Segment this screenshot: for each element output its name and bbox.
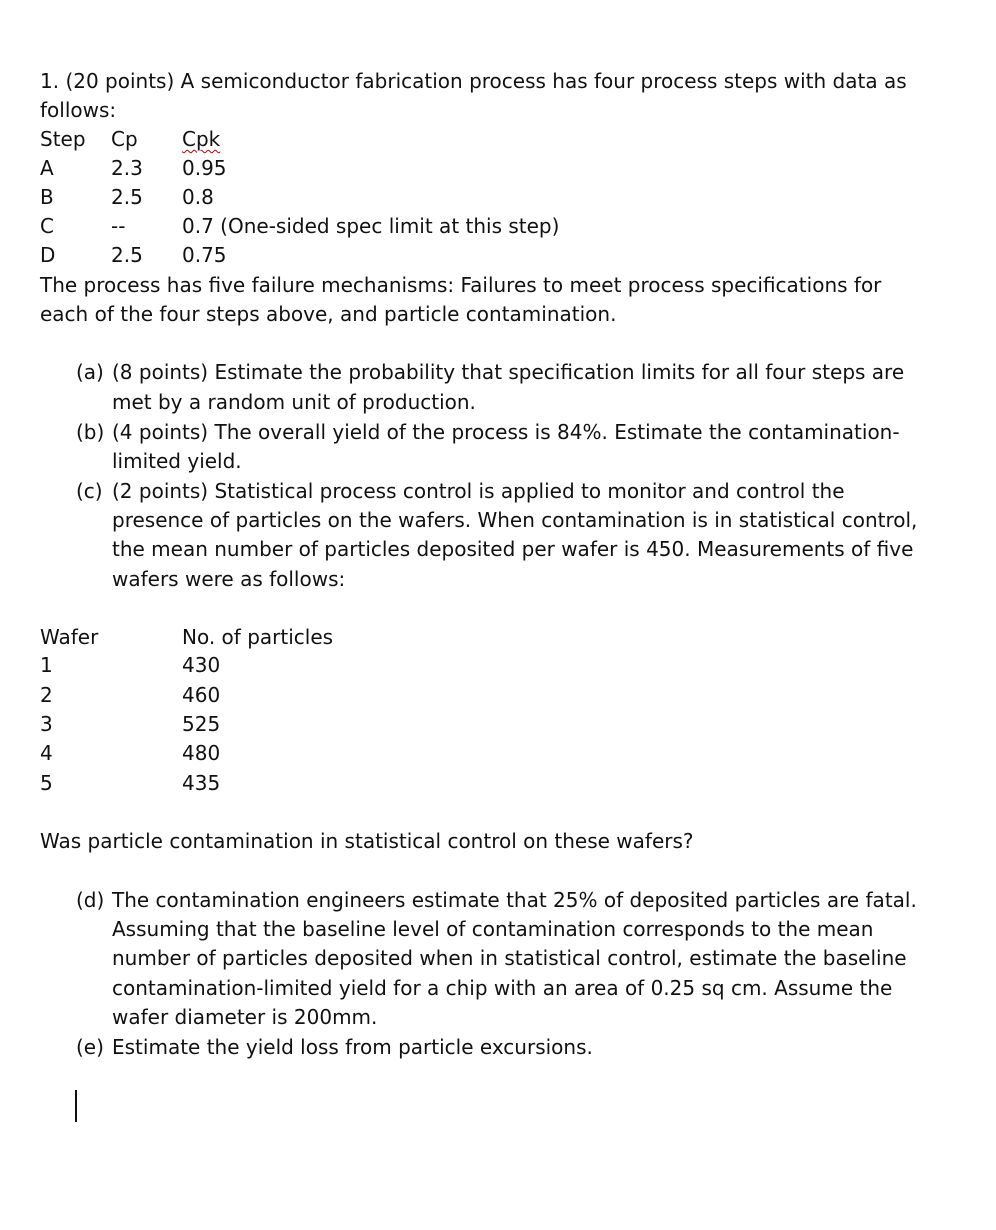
steps-row-c-step: C (40, 214, 54, 238)
steps-row-d-cp: 2.5 (111, 243, 143, 267)
control-question: Was particle contamination in statistical control on these wafers? (40, 829, 694, 853)
part-c-line-3: the mean number of particles deposited per wafer is 450. Measurements of five (112, 537, 914, 561)
text-cursor (75, 1090, 77, 1122)
steps-header-step: Step (40, 127, 86, 151)
wafer-row-4-particles: 480 (182, 741, 221, 765)
steps-row-a-cp: 2.3 (111, 156, 143, 180)
part-b-label: (b) (76, 420, 105, 444)
steps-row-b-cpk: 0.8 (182, 185, 214, 209)
steps-row-a-step: A (40, 156, 54, 180)
part-e-line-1: Estimate the yield loss from particle excursions. (112, 1035, 593, 1059)
part-c-line-1: (2 points) Statistical process control is applied to monitor and control the (112, 479, 845, 503)
wafer-row-1-id: 1 (40, 653, 53, 677)
part-a-label: (a) (76, 360, 104, 384)
part-c-line-2: presence of particles on the wafers. When contamination is in statistical control, (112, 508, 918, 532)
steps-header-cp: Cp (111, 127, 138, 151)
wafer-row-3-id: 3 (40, 712, 53, 736)
part-c-line-4: wafers were as follows: (112, 567, 346, 591)
wafer-row-2-particles: 460 (182, 683, 221, 707)
question-intro-line-1: 1. (20 points) A semiconductor fabrication process has four process steps with data as (40, 69, 907, 93)
wafer-row-5-id: 5 (40, 771, 53, 795)
part-c-label: (c) (76, 479, 103, 503)
part-d-line-2: Assuming that the baseline level of contamination corresponds to the mean (112, 917, 874, 941)
part-d-line-5: wafer diameter is 200mm. (112, 1005, 378, 1029)
part-a-line-1: (8 points) Estimate the probability that specification limits for all four steps are (112, 360, 905, 384)
steps-row-b-step: B (40, 185, 54, 209)
part-d-label: (d) (76, 888, 105, 912)
steps-row-a-cpk: 0.95 (182, 156, 227, 180)
steps-row-d-step: D (40, 243, 56, 267)
wafer-row-5-particles: 435 (182, 771, 221, 795)
wafer-header: Wafer (40, 625, 99, 649)
question-intro-line-2: follows: (40, 98, 117, 122)
steps-row-c-cp: -- (111, 214, 126, 238)
steps-header-cpk: Cpk (182, 127, 221, 151)
steps-row-c-cpk: 0.7 (One-sided spec limit at this step) (182, 214, 560, 238)
part-d-line-1: The contamination engineers estimate that 25% of deposited particles are fatal. (112, 888, 917, 912)
part-e-label: (e) (76, 1035, 104, 1059)
steps-row-d-cpk: 0.75 (182, 243, 227, 267)
wafer-row-4-id: 4 (40, 741, 53, 765)
part-b-line-2: limited yield. (112, 449, 242, 473)
particles-header: No. of particles (182, 625, 334, 649)
mechanisms-line-1: The process has five failure mechanisms: Failures to meet process specifications for (40, 273, 882, 297)
part-b-line-1: (4 points) The overall yield of the process is 84%. Estimate the contamination- (112, 420, 900, 444)
part-a-line-2: met by a random unit of production. (112, 390, 476, 414)
steps-row-b-cp: 2.5 (111, 185, 143, 209)
wafer-row-3-particles: 525 (182, 712, 221, 736)
wafer-row-1-particles: 430 (182, 653, 221, 677)
wafer-row-2-id: 2 (40, 683, 53, 707)
mechanisms-line-2: each of the four steps above, and particle contamination. (40, 302, 617, 326)
part-d-line-3: number of particles deposited when in statistical control, estimate the baseline (112, 946, 907, 970)
part-d-line-4: contamination-limited yield for a chip with an area of 0.25 sq cm. Assume the (112, 976, 893, 1000)
